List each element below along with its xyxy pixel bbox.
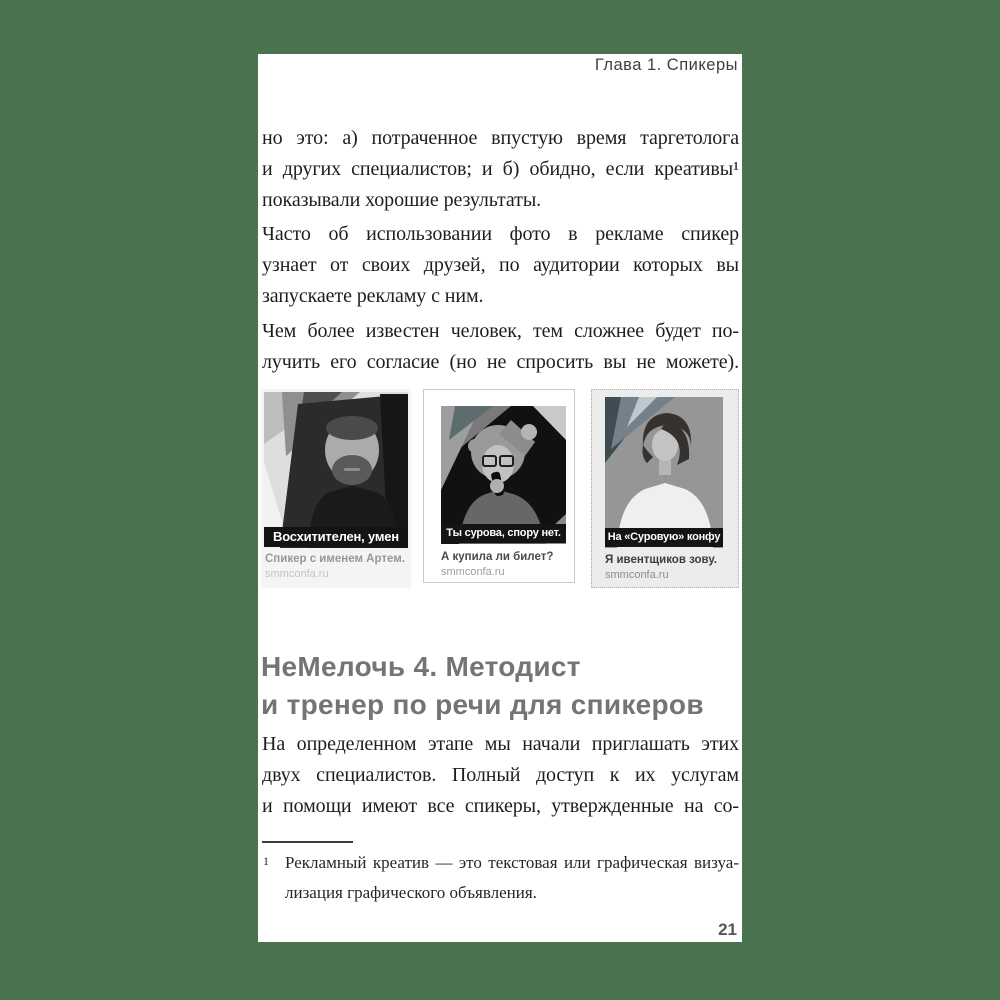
text-line: и других специалистов; и б) обидно, если креативы¹ [262, 158, 739, 180]
ad-caption: Я ивентщиков зову. [605, 554, 717, 566]
page-number: 21 [718, 920, 737, 939]
woman-illustration [605, 397, 723, 548]
text-line: Часто об использовании фото в рекламе спикер [262, 223, 739, 245]
text-line: узнает от своих друзей, по аудитории которых вы [262, 254, 739, 276]
running-head: Глава 1. Спикеры [594, 56, 738, 74]
book-page [258, 54, 742, 942]
section-heading-line2: и тренер по речи для спикеров [261, 689, 704, 720]
ad-ribbon: Восхитителен, умен [264, 527, 408, 547]
ad-site-url: smmconfa.ru [265, 568, 329, 580]
paragraph-3 [262, 316, 739, 378]
ad-caption: А купила ли билет? [441, 551, 554, 563]
man-beard-illustration [264, 392, 408, 548]
text-line: и помощи имеют все спикеры, утвержденные на со- [262, 795, 739, 817]
text-line: лучить его согласие (но не спросить вы не можете). [262, 351, 739, 373]
ad-site-url: smmconfa.ru [441, 566, 505, 578]
text-line: На определенном этапе мы начали приглашать этих [262, 733, 739, 755]
ad-card-mic [423, 389, 575, 583]
ad-card-conf [591, 389, 739, 588]
footnote-divider [262, 841, 353, 843]
ad-creative-photo-woman [605, 397, 723, 548]
paragraph-2 [262, 219, 739, 312]
ad-ribbon: На «Суровую» конфу [605, 528, 723, 547]
text-line: двух специалистов. Полный доступ к их услугам [262, 764, 739, 786]
ad-caption: Спикер с именем Артем. [265, 553, 405, 565]
ad-creative-photo-man-beard [264, 392, 408, 548]
paragraph-4 [262, 729, 739, 822]
section-heading [261, 648, 704, 724]
text-line: лизация графического объявления. [285, 883, 537, 902]
text-line: Чем более известен человек, тем сложнее будет по- [262, 320, 739, 342]
paragraph-1 [262, 123, 739, 216]
footnote-marker: 1 [263, 854, 269, 868]
text-line: Рекламный креатив — это текстовая или графическая визуа- [285, 853, 739, 872]
ad-card-artem [261, 389, 411, 588]
text-line: запускаете рекламу с ним. [262, 285, 484, 307]
text-line: но это: а) потраченное впустую время таргетолога [262, 127, 739, 149]
ad-creative-photo-man-mic [441, 406, 566, 544]
footnote-text [285, 848, 739, 908]
ad-ribbon: Ты сурова, спору нет. [441, 524, 566, 543]
ad-site-url: smmconfa.ru [605, 569, 669, 581]
footnote [262, 848, 739, 908]
text-line: показывали хорошие результаты. [262, 189, 542, 211]
section-heading-line1: НеМелочь 4. Методист [261, 651, 581, 682]
